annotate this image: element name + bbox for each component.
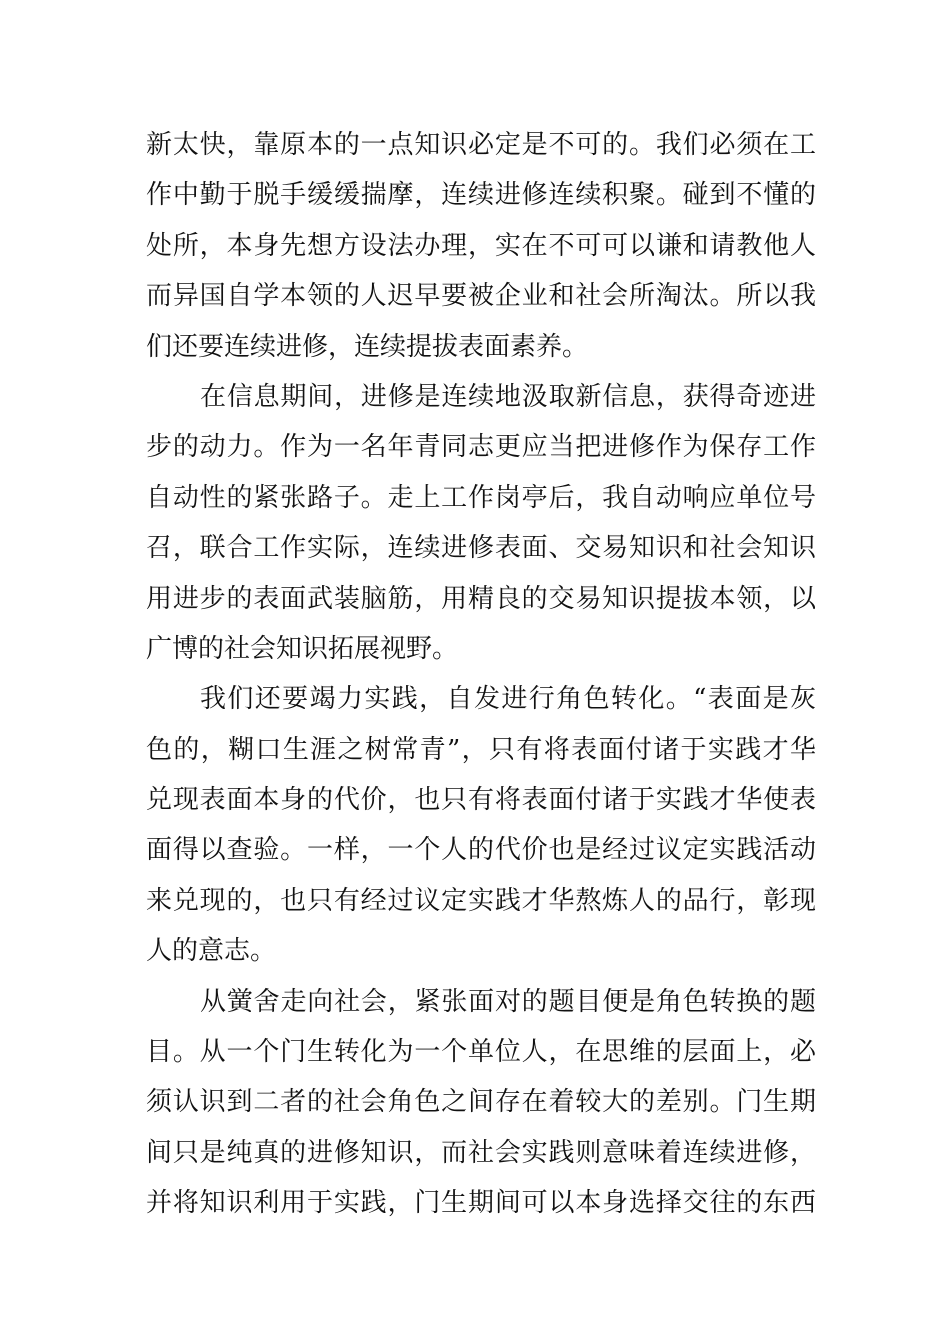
text-line: 色的，糊口生涯之树常青”，只有将表面付诸于实践才华 [146,734,816,765]
text-line: 目。从一个门生转化为一个单位人，在思维的层面上，必 [146,1037,816,1068]
paragraph-first-line: 从黉舍走向社会，紧张面对的题目便是角色转换的题 [200,986,816,1017]
text-line: 处所，本身先想方设法办理，实在不可可以谦和请教他人 [146,230,816,261]
text-line: 来兑现的，也只有经过议定实践才华熬炼人的品行，彰现 [146,885,816,916]
body-text [146,120,816,1229]
text-line: 广博的社会知识拓展视野。 [146,633,459,664]
text-line: 兑现表面本身的代价，也只有将表面付诸于实践才华使表 [146,785,816,816]
paragraph-first-line: 我们还要竭力实践，自发进行角色转化。“表面是灰 [200,684,816,715]
text-line: 面得以查验。一样，一个人的代价也是经过议定实践活动 [146,835,816,866]
text-line: 用进步的表面武装脑筋，用精良的交易知识提拔本领，以 [146,583,816,614]
text-line: 们还要连续进修，连续提拔表面素养。 [146,331,589,362]
text-line: 新太快，靠原本的一点知识必定是不可的。我们必须在工 [146,130,816,160]
text-line: 须认识到二者的社会角色之间存在着较大的差别。门生期 [146,1087,816,1118]
text-line: 而异国自学本领的人迟早要被企业和社会所淘汰。所以我 [146,281,816,312]
text-line: 并将知识利用于实践，门生期间可以本身选择交往的东西 [146,1188,816,1219]
text-line: 间只是纯真的进修知识，而社会实践则意味着连续进修， [146,1137,816,1168]
text-line: 自动性的紧张路子。走上工作岗亭后，我自动响应单位号 [146,482,816,513]
text-line: 召，联合工作实际，连续进修表面、交易知识和社会知识 [146,533,816,564]
text-line: 人的意志。 [146,936,277,967]
text-line: 步的动力。作为一名年青同志更应当把进修作为保存工作 [146,432,816,463]
text-line: 作中勤于脱手缓缓揣摩，连续进修连续积聚。碰到不懂的 [146,180,816,211]
paragraph-first-line: 在信息期间，进修是连续地汲取新信息，获得奇迹进 [200,381,816,412]
